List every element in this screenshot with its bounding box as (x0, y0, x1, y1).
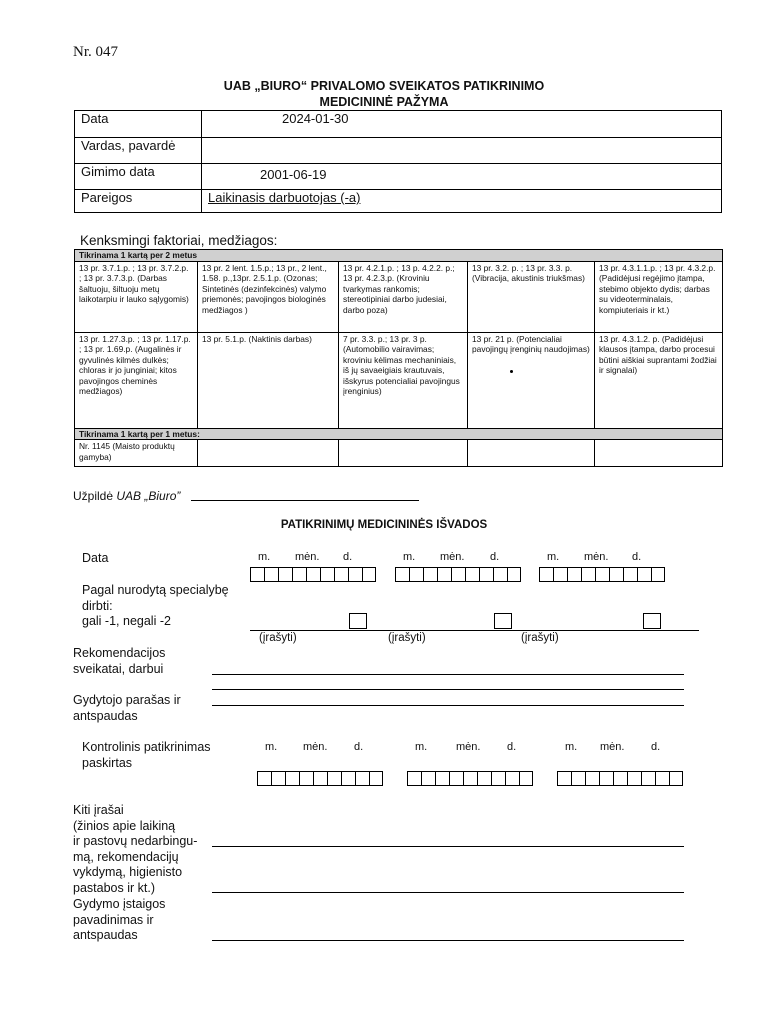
date-input-boxes[interactable] (250, 567, 376, 582)
control-date-boxes[interactable] (257, 771, 383, 786)
document-number: Nr. 047 (73, 44, 118, 60)
institution-label-line: Gydymo įstaigos (73, 897, 166, 911)
conclusions-title: PATIKRINIMŲ MEDICININĖS IŠVADOS (280, 519, 488, 531)
doctor-signature-label (73, 693, 181, 724)
factors-title: Kenksmingi faktoriai, medžiagos: (80, 233, 278, 248)
specialty-line (250, 630, 699, 631)
recommendations-line[interactable] (212, 674, 684, 675)
doctor-signature-line[interactable] (212, 705, 684, 706)
control-date-boxes[interactable] (557, 771, 683, 786)
month-label: mėn. (584, 551, 609, 563)
factor-cell (468, 440, 595, 467)
day-label: d. (651, 741, 661, 753)
position-value: Laikinasis darbuotojas (-a) (208, 190, 361, 205)
month-label: mėn. (295, 551, 320, 563)
factor-cell: 13 pr. 4.2.1.p. ; 13 p. 4.2.2. p.; 13 pr. 4.2.3.p. (Kroviniu tvarkymas rankomis; stereotipiniai darbo judesiai, darbo poza) (339, 261, 468, 332)
specialty-label (82, 583, 229, 630)
other-records-label-line: pastabos ir kt.) (73, 880, 155, 895)
position-label: Pareigos (75, 190, 202, 213)
birth-date-value: 2001-06-19 (202, 164, 722, 190)
institution-line[interactable] (212, 940, 684, 941)
factor-cell (198, 440, 339, 467)
day-label: d. (507, 741, 517, 753)
specialty-box[interactable] (494, 613, 512, 629)
doctor-signature-label-line: antspaudas (73, 708, 138, 723)
write-hint: (įrašyti) (259, 632, 297, 644)
name-label: Vardas, pavardė (75, 138, 202, 164)
factor-cell (339, 440, 468, 467)
filled-by-line[interactable] (191, 500, 419, 501)
factor-cell: 13 pr. 3.7.1.p. ; 13 pr. 3.7.2.p. ; 13 pr. 3.7.3.p. (Darbas šaltuoju, šiltuoju metų laikotarpiu ir lauko sąlygomis) (75, 261, 198, 332)
year-label: m. (415, 741, 428, 753)
date-value: 2024-01-30 (202, 111, 722, 138)
institution-label (73, 897, 165, 944)
factor-cell (595, 440, 723, 467)
date-label: Data (75, 111, 202, 138)
specialty-label-line: dirbti: (82, 598, 113, 613)
recommendations-label-line: sveikatai, darbui (73, 661, 164, 676)
birth-date-label: Gimimo data (75, 164, 202, 190)
bullet-mark (510, 370, 513, 373)
day-label: d. (343, 551, 353, 563)
other-records-label (73, 803, 197, 896)
month-label: mėn. (456, 741, 481, 753)
factor-cell: 13 pr. 4.3.1.2. p. (Padidėjusi klausos įtampa, darbo procesui būtini aiškiai suprantami žodžiai ir signalai) (595, 332, 723, 428)
factor-cell: 13 pr. 21 p. (Potencialiai pavojingų įrenginių naudojimas) (468, 332, 595, 428)
other-records-label-line: ir pastovų nedarbingu- (73, 834, 198, 848)
year-label: m. (403, 551, 416, 563)
control-check-label-line: paskirtas (82, 755, 133, 770)
factor-cell: 7 pr. 3.3. p.; 13 pr. 3 p. (Automobilio vairavimas; kroviniu kėlimas mechaniniais, iš jų savaeigiais krautuvais, išskyrus potencialiai pavojingus įrenginius) (339, 332, 468, 428)
factor-cell: 13 pr. 1.27.3.p. ; 13 pr. 1.17.p. ; 13 pr. 1.69.p. (Augalinės ir gyvulinės kilmės dulkės; chloras ir jo junginiai; kitos pavojingos cheminės medžiagos) (75, 332, 198, 428)
month-label: mėn. (303, 741, 328, 753)
harmful-factors-table (74, 249, 723, 467)
name-value (202, 138, 722, 164)
doctor-signature-label-line: Gydytojo parašas ir (73, 693, 181, 707)
month-label: mėn. (600, 741, 625, 753)
write-hint: (įrašyti) (388, 632, 426, 644)
filled-by-value: UAB „Biuro” (116, 489, 181, 503)
other-records-label-line: Kiti įrašai (73, 803, 124, 817)
month-label: mėn. (440, 551, 465, 563)
factor-cell: 13 pr. 2 lent. 1.5.p.; 13 pr., 2 lent., 1.58. p.,13pr. 2.5.1.p. (Ozonas; Sintetinės (dezinfekcinės) valymo priemonės; pavojingos biologinės medžiagos ) (198, 261, 339, 332)
day-label: d. (632, 551, 642, 563)
recommendations-line[interactable] (212, 689, 684, 690)
other-records-line[interactable] (212, 846, 684, 847)
form-subtitle: MEDICININĖ PAŽYMA (319, 95, 449, 109)
factor-cell: 13 pr. 5.1.p. (Naktinis darbas) (198, 332, 339, 428)
group2-header: Tikrinama 1 kartą per 1 metus: (75, 428, 723, 440)
year-label: m. (565, 741, 578, 753)
recommendations-label (73, 646, 165, 677)
institution-label-line: pavadinimas ir (73, 912, 154, 927)
institution-label-line: antspaudas (73, 928, 138, 942)
day-label: d. (354, 741, 364, 753)
factor-cell: Nr. 1145 (Maisto produktų gamyba) (75, 440, 198, 467)
date-input-boxes[interactable] (395, 567, 521, 582)
specialty-label-line: gali -1, negali -2 (82, 614, 171, 628)
date-input-boxes[interactable] (539, 567, 665, 582)
filled-by (73, 489, 180, 503)
recommendations-label-line: Rekomendacijos (73, 646, 166, 660)
factor-cell: 13 pr. 3.2. p. ; 13 pr. 3.3. p. (Vibracija, akustinis triukšmas) (468, 261, 595, 332)
day-label: d. (490, 551, 500, 563)
factor-cell: 13 pr. 4.3.1.1.p. ; 13 pr. 4.3.2.p. (Padidėjusi regėjimo įtampa, stebimo objekto dydis; darbas su videoterminalais, kompiuteriais ir kt.) (595, 261, 723, 332)
other-records-label-line: (žinios apie laikiną (73, 818, 176, 833)
form-title: UAB „BIURO“ PRIVALOMO SVEIKATOS PATIKRINIMO (223, 79, 545, 93)
write-hint: (įrašyti) (521, 632, 559, 644)
group1-header: Tikrinama 1 kartą per 2 metus (75, 250, 723, 262)
control-check-label-line: Kontrolinis patikrinimas (82, 740, 211, 754)
specialty-label-line: Pagal nurodytą specialybę (82, 583, 229, 597)
conclusion-date-label: Data (82, 551, 109, 565)
personal-info-table (74, 110, 722, 213)
filled-by-label: Užpildė (73, 489, 114, 503)
other-records-label-line: vykdymą, higienisto (73, 865, 183, 879)
year-label: m. (547, 551, 560, 563)
year-label: m. (265, 741, 278, 753)
other-records-line[interactable] (212, 892, 684, 893)
other-records-label-line: mą, rekomendacijų (73, 849, 179, 864)
position-cell (202, 190, 722, 213)
year-label: m. (258, 551, 271, 563)
specialty-box[interactable] (349, 613, 367, 629)
specialty-box[interactable] (643, 613, 661, 629)
control-date-boxes[interactable] (407, 771, 533, 786)
control-check-label (82, 740, 211, 771)
